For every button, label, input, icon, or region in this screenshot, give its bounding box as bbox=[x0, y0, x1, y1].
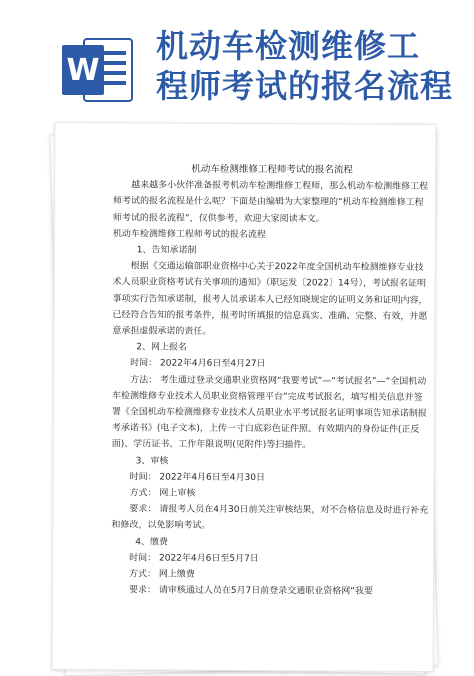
section-4-method: 方式： 网上缴费 bbox=[129, 569, 195, 580]
section-1-text: 根据《交通运输部职业资格中心关于2022年度全国机动车检测维修专业技术人员职业资格考试有关事项的通知》（职运发〔2022〕14号），考试报名证明事项实行告知承诺制，报考人员承诺本人已经知晓规定的证明义务和证明内容，已经符合告知的报考条件，报考时所填报的信息真实、准确、完整、有效，并愿意承担虚假承诺的责任。 bbox=[112, 261, 428, 337]
section-3-requirement: 要求： 请报考人员在4月30日前关注审核结果，对不合格信息及时进行补充和修改，以免影响考试。 bbox=[111, 504, 429, 532]
section-4-requirement: 要求： 请审核通过人员在5月7日前登录交通职业资格网“我要 bbox=[128, 585, 373, 597]
section-heading-3: 3、审核 bbox=[135, 456, 169, 467]
page-title-line-2: 程师考试的报名流程 bbox=[156, 67, 454, 105]
page-title-line-1: 机动车检测维修工 bbox=[156, 27, 421, 65]
word-document-icon bbox=[62, 35, 134, 105]
document-preview bbox=[53, 123, 435, 669]
section-4-time: 时间： 2022年4月6日至5月7日 bbox=[129, 553, 259, 564]
document-title: 机动车检测维修工程师考试的报名流程 bbox=[191, 163, 353, 176]
section-2-method: 方法： 考生通过登录交通职业资格网“我要考试”—“考试报名”—“全国机动车检测维修专业技术人员职业资格管理平台”完成考试报名，填写相关信息并签署《全国机动车检测维修专业技术人员职业水平考试报名证明事项告知承诺制报考承诺书》(电子文本)，上传一寸白底彩色证件照、有效期内的身份证件(正反面)、学历证书、工作年限说明(见附件)等扫描件。 bbox=[111, 375, 427, 451]
document-body bbox=[111, 161, 431, 600]
paper-sheet-front bbox=[52, 122, 437, 672]
section-3-time: 时间： 2022年4月6日至4月30日 bbox=[129, 472, 266, 483]
section-heading-1: 1、告知承诺制 bbox=[136, 245, 197, 256]
section-2-time: 时间： 2022年4月6日至4月27日 bbox=[130, 358, 266, 370]
section-3-method: 方式： 网上审核 bbox=[129, 488, 196, 499]
section-heading-2: 2、网上报名 bbox=[136, 342, 188, 353]
intro-paragraph: 越来越多小伙伴准备报考机动车检测维修工程师，那么机动车检测维修工程师考试的报名流程是什么呢？下面是由编辑为大家整理的“机动车检测维修工程师考试的报名流程”，仅供参考，欢迎大家阅读本文。 bbox=[112, 180, 429, 225]
section-heading-4: 4、缴费 bbox=[135, 537, 168, 548]
word-logo-letter: W bbox=[66, 53, 100, 88]
document-subtitle: 机动车检测维修工程师考试的报名流程 bbox=[112, 229, 266, 240]
page-title bbox=[156, 26, 466, 106]
